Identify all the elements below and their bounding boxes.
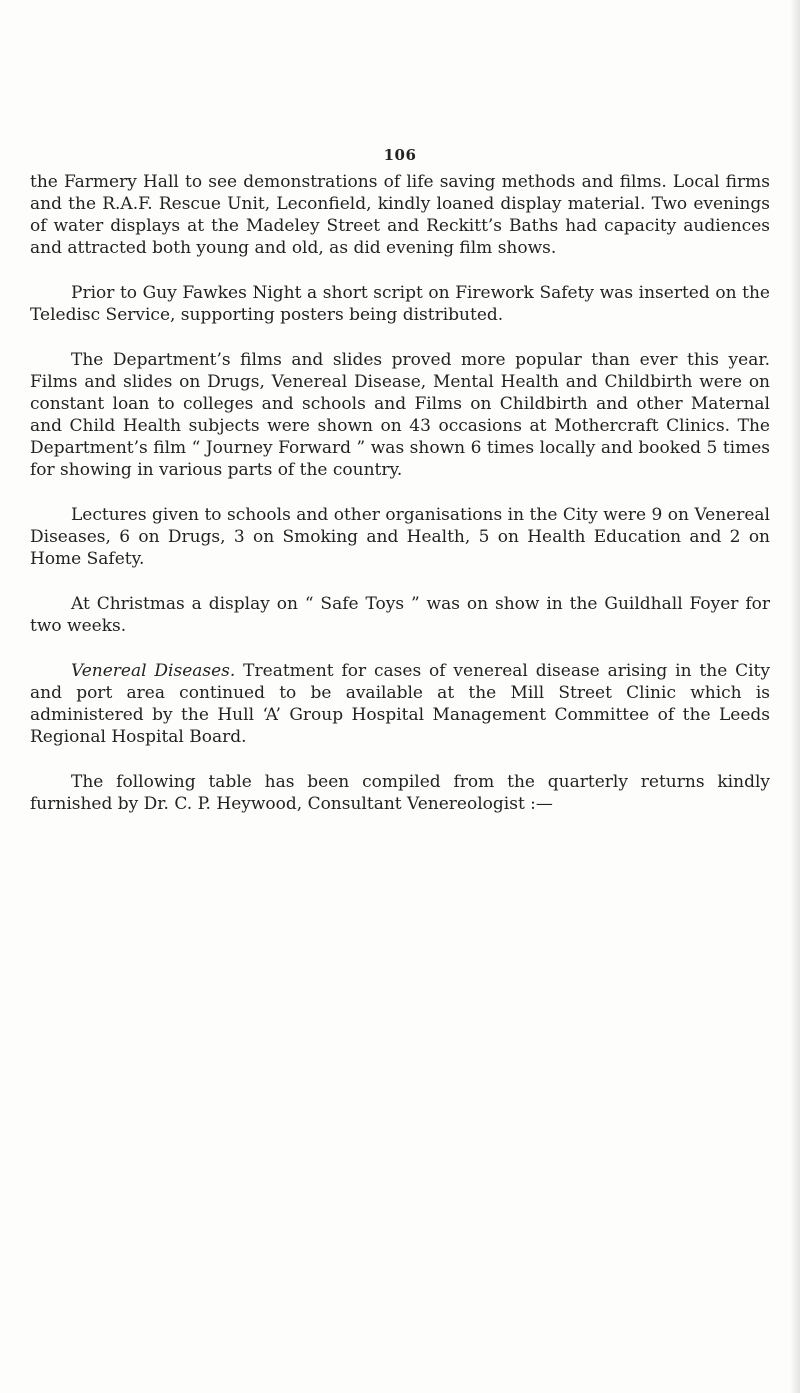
body-text <box>30 171 770 838</box>
page-edge-shadow <box>790 0 800 1393</box>
paragraph-christmas-display: At Christmas a display on “ Safe Toys ” was on show in the Guildhall Foyer for two weeks. <box>30 594 770 636</box>
venereal-diseases-text: Treatment for cases of venereal disease arising in the City and port area continued to be available at the Mill Street Clinic which is administered by the Hull ‘A’ Group Hospital Management Committee of the Leeds Regional Hospital Board. <box>30 661 770 747</box>
paragraph-lectures: Lectures given to schools and other organisations in the City were 9 on Venereal Diseases, 6 on Drugs, 3 on Smoking and Health, 5 on Health Education and 2 on Home Safety. <box>30 505 770 569</box>
paragraph-table-intro: The following table has been compiled from the quarterly returns kindly furnished by Dr. C. P. Heywood, Consultant Venereologist :— <box>30 772 770 814</box>
paragraph-farmery-hall: the Farmery Hall to see demonstrations of life saving methods and films. Local firms and the R.A.F. Rescue Unit, Leconfield, kindly loaned display material. Two evenings of water displays at the Madeley Street and Reckitt’s Baths had capacity audiences and attracted both young and old, as did evening film shows. <box>30 172 770 258</box>
paragraph-venereal-diseases <box>30 660 770 748</box>
paragraph-guy-fawkes: Prior to Guy Fawkes Night a short script on Firework Safety was inserted on the Teledisc Service, supporting posters being distributed. <box>30 283 770 325</box>
paragraph-films-and-slides: The Department’s films and slides proved more popular than ever this year. Films and slides on Drugs, Venereal Disease, Mental Health and Childbirth were on constant loan to colleges and schools and Films on Childbirth and other Maternal and Child Health subjects were shown on 43 occasions at Mothercraft Clinics. The Department’s film “ Journey Forward ” was shown 6 times locally and booked 5 times for showing in various parts of the country. <box>30 350 770 480</box>
venereal-diseases-heading: Venereal Diseases. <box>71 661 236 681</box>
page-number: 106 <box>383 146 417 164</box>
